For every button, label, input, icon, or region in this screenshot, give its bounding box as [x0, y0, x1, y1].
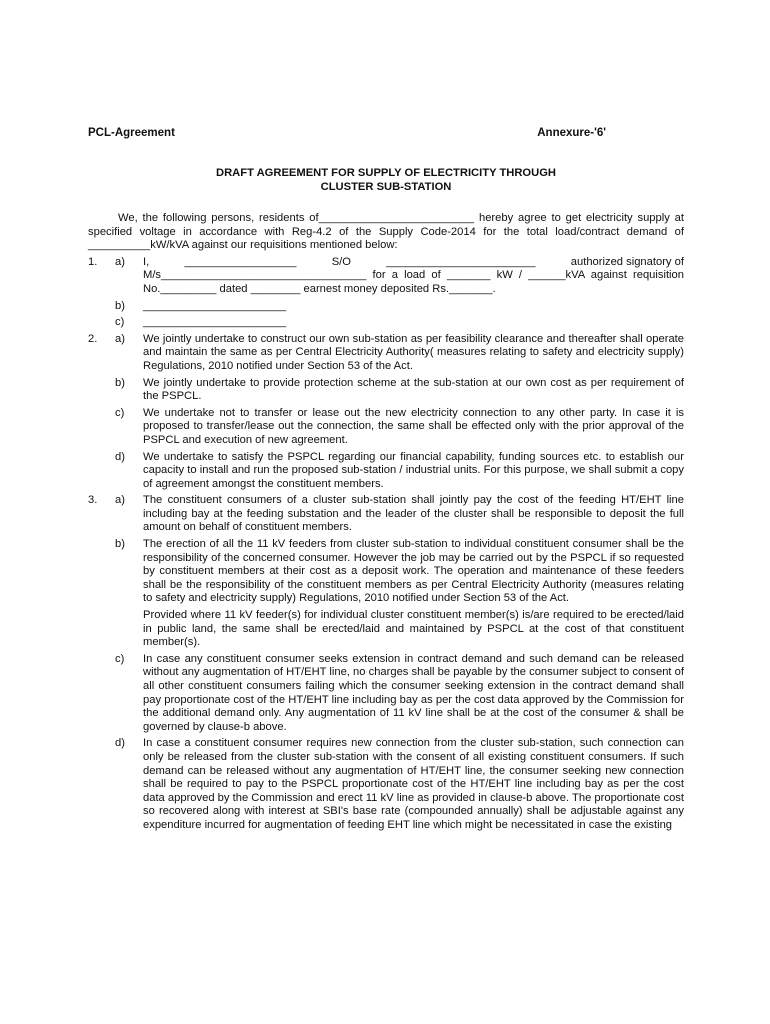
- clause-number: 2.: [88, 332, 98, 345]
- clause-number: 3.: [88, 494, 98, 507]
- clause-2c-text: We undertake not to transfer or lease out the new electricity connection to any other party. In case it is proposed to transfer/lease out the connection, the same shall be effected only with the prior approval of the PSPCL and execution of new agreement.: [143, 406, 684, 446]
- clause-letter: b): [115, 299, 125, 312]
- clause-1a: [88, 256, 684, 297]
- clause-3b-text: The erection of all the 11 kV feeders from cluster sub-station to individual constituent consumer shall be the responsibility of the concerned consumer. However the job may be carried out by the PSPCL if so requested by constituent members at their cost as a deposit work. The operation and maintenance of these feeders shall be the responsibility of the constituent members as per Central Electricity Authority (measures relating to safety and electricity supply) Regulations, 2010 notified under Section 53 of the Act.: [143, 538, 684, 605]
- clause-letter: b): [115, 376, 125, 389]
- clause-2a: [88, 333, 684, 374]
- signatory-i: I,: [143, 255, 150, 268]
- signatory-line: [143, 256, 684, 270]
- clause-2a-text: We jointly undertake to construct our own sub-station as per feasibility clearance and thereafter shall operate and maintain the same as per Central Electricity Authority( measures relating to safety and electricity supply) Regulations, 2010 notified under Section 53 of the Act.: [143, 332, 684, 372]
- clause-3c-text: In case any constituent consumer seeks extension in contract demand and such demand can be released without any augmentation of HT/EHT line, no charges shall be payable by the consumer subject to consent of all other constituent consumers failing which the consumer seeking extension in the contract demand shall pay proportionate cost of the HT/EHT line including bay as per the cost data approved by the Commission for the additional demand only. Any augmentation of 11 kV line shall be at the cost of the consumer & shall be governed by clause-b above.: [143, 652, 684, 733]
- title-line-2: CLUSTER SUB-STATION: [320, 181, 452, 193]
- document-title: [88, 166, 684, 194]
- clause-2b-text: We jointly undertake to provide protection scheme at the sub-station at our own cost as per requirement of the PSPCL.: [143, 376, 684, 403]
- clause-2d-text: We undertake to satisfy the PSPCL regarding our financial capability, funding sources etc. to establish our capacity to install and run the proposed sub-station / industrial units. For this purpose, we shall submit a copy of agreement amongst the constituent members.: [143, 450, 684, 490]
- clause-1c: [88, 316, 684, 330]
- signatory-father-blank: ________________________: [386, 255, 536, 268]
- clause-letter: b): [115, 538, 125, 551]
- signatory-role: authorized signatory of: [570, 255, 684, 268]
- document-body: [88, 212, 684, 836]
- header-left: PCL-Agreement: [88, 127, 175, 139]
- clause-3d: [88, 737, 684, 832]
- clause-letter: c): [115, 406, 125, 419]
- clause-1b: [88, 300, 684, 314]
- page-header: [88, 127, 684, 143]
- clause-3b-proviso: Provided where 11 kV feeder(s) for individual cluster constituent member(s) is/are required to be erected/laid in public land, the same shall be erected/laid and maintained by PSPCL at the cost of that constituent member(s).: [143, 609, 684, 649]
- clause-3d-text: In case a constituent consumer requires new connection from the cluster sub-station, such connection can only be released from the cluster sub-station with the consent of all existing constituent consumers. If such demand can be released without any augmentation of HT/EHT line, the consumer seeking new connection shall be required to pay to the PSPCL proportionate cost of the HT/EHT line including bay as per the cost data approved by the Commission and erect 11 kV line as provided in clause-b above. The proportionate cost so recovered along with interest at SBI's base rate (compounded annually) shall be adjustable against any expenditure incurred for augmentation of feeding EHT line which might be necessitated in case the existing: [143, 737, 684, 831]
- clause-letter: a): [115, 494, 125, 507]
- clause-3a: [88, 494, 684, 535]
- clause-letter: d): [115, 450, 125, 463]
- clause-2c: [88, 407, 684, 448]
- clause-letter: c): [115, 652, 125, 665]
- signatory-so: S/O: [331, 255, 351, 268]
- title-line-1: DRAFT AGREEMENT FOR SUPPLY OF ELECTRICITY THROUGH: [216, 167, 556, 179]
- clause-1c-blank: _______________________: [143, 316, 287, 329]
- clause-2d: [88, 451, 684, 492]
- header-right: Annexure-'6': [537, 127, 606, 139]
- clause-letter: d): [115, 737, 125, 750]
- clause-letter: a): [115, 255, 125, 268]
- clause-3c: [88, 653, 684, 735]
- clause-letter: a): [115, 332, 125, 345]
- clause-2b: [88, 377, 684, 404]
- clause-number: 1.: [88, 255, 98, 268]
- clause-3b: [88, 538, 684, 606]
- clause-3a-text: The constituent consumers of a cluster sub-station shall jointly pay the cost of the feeding HT/EHT line including bay at the feeding substation and the leader of the cluster shall be responsible to deposit the full amount on behalf of constituent members.: [143, 494, 684, 534]
- clause-1a-text: M/s_________________________________ for a load of _______ kW / ______kVA against requisition No._________ dated ________ earnest money deposited Rs._______.: [143, 269, 684, 295]
- clause-1b-blank: _______________________: [143, 299, 287, 312]
- signatory-name-blank: __________________: [184, 255, 297, 268]
- intro-paragraph: We, the following persons, residents of_________________________ hereby agree to get electricity supply at specified voltage in accordance with Reg-4.2 of the Supply Code-2014 for the total load/contract demand of __________kW/kVA against our requisitions mentioned below:: [88, 212, 684, 252]
- clause-letter: c): [115, 316, 125, 329]
